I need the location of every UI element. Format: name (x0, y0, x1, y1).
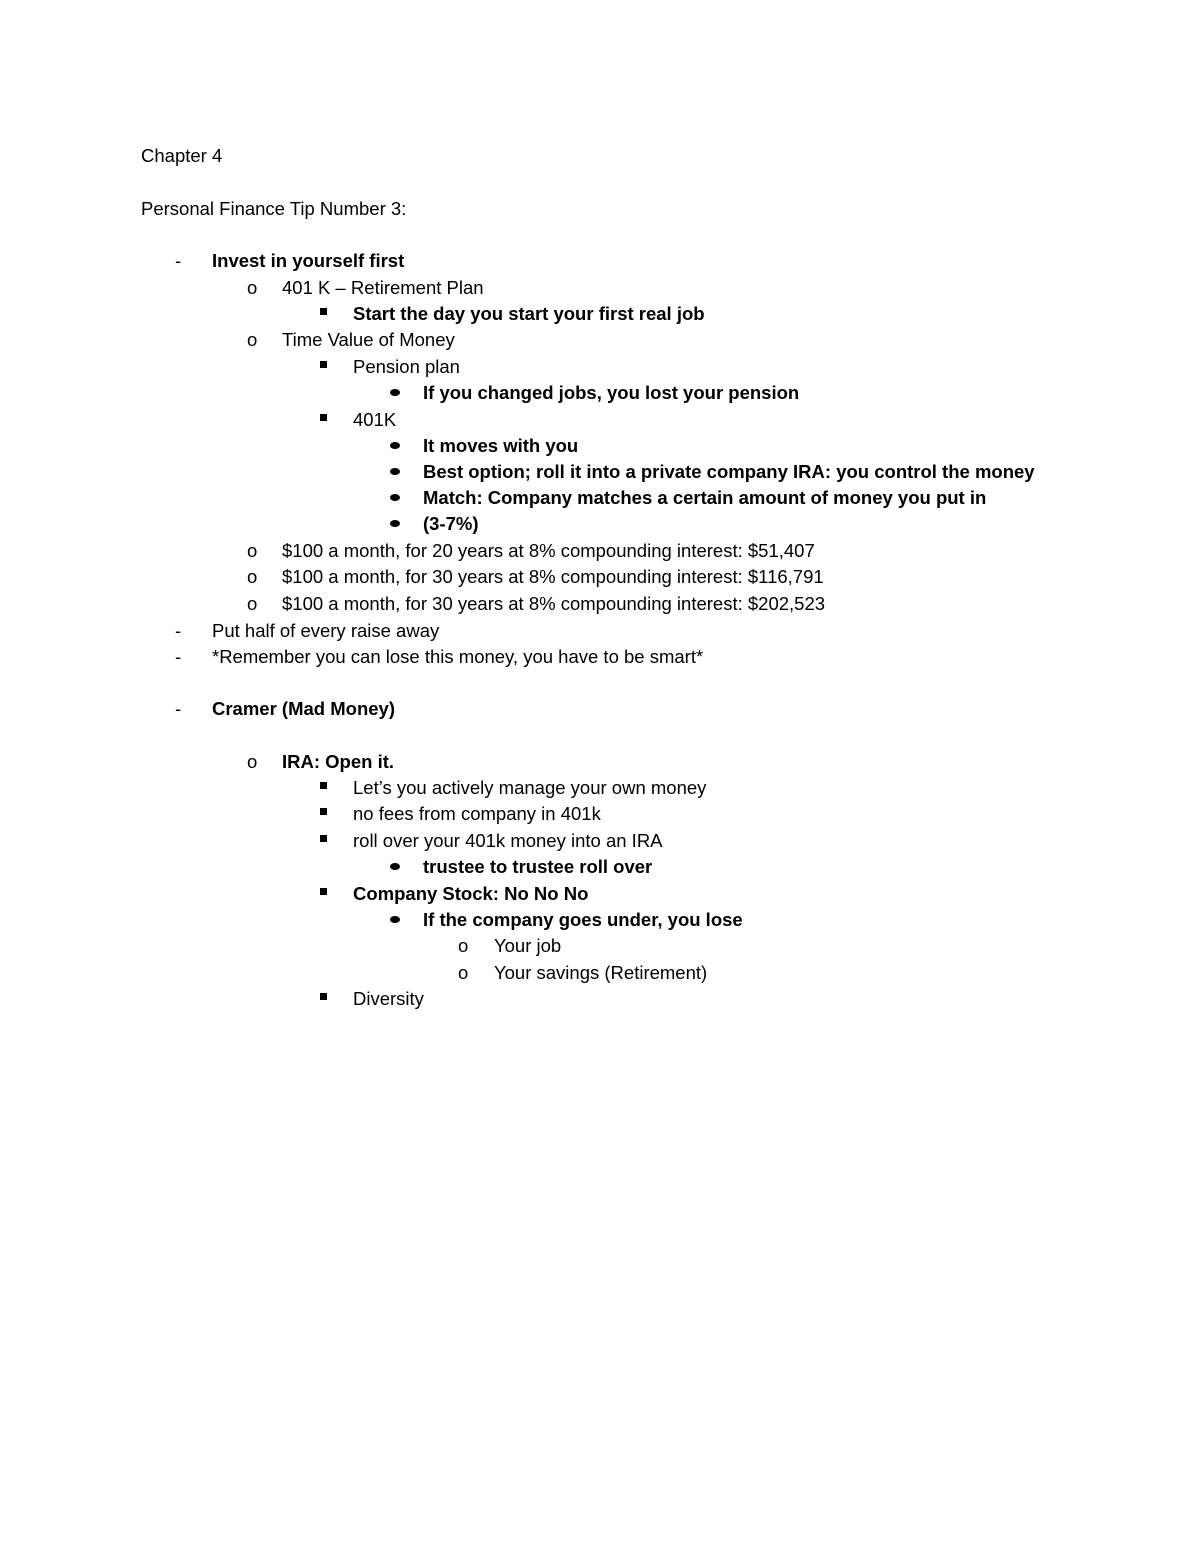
square-bullet (320, 888, 327, 895)
square-bullet (320, 808, 327, 815)
list-item: roll over your 401k money into an IRA (353, 830, 663, 851)
dash-bullet: - (175, 250, 182, 271)
list-item: 401K (353, 409, 397, 430)
square-bullet (320, 835, 327, 842)
list-item: Match: Company matches a certain amount of money you put in (423, 487, 987, 508)
square-bullet (320, 414, 327, 421)
list-item: Best option; roll it into a private company IRA: you control the money (423, 461, 1035, 482)
circle-bullet: o (247, 593, 258, 614)
dash-bullet: - (175, 698, 182, 719)
list-item: If you changed jobs, you lost your pension (423, 382, 800, 403)
list-item: no fees from company in 401k (353, 803, 601, 824)
circle-bullet: o (458, 935, 469, 956)
list-item: Diversity (353, 988, 424, 1009)
circle-bullet: o (458, 962, 469, 983)
tip-heading: Personal Finance Tip Number 3: (141, 198, 407, 219)
list-item: It moves with you (423, 435, 579, 456)
round-bullet (390, 468, 400, 475)
square-bullet (320, 361, 327, 368)
dash-bullet: - (175, 646, 182, 667)
list-item: Pension plan (353, 356, 460, 377)
list-item: Cramer (Mad Money) (212, 698, 395, 719)
list-item: $100 a month, for 30 years at 8% compounding interest: $202,523 (282, 593, 826, 614)
list-item: trustee to trustee roll over (423, 856, 653, 877)
chapter-heading: Chapter 4 (141, 145, 223, 166)
square-bullet (320, 308, 327, 315)
list-item: Invest in yourself first (212, 250, 405, 271)
list-item: Time Value of Money (282, 329, 455, 350)
square-bullet (320, 993, 327, 1000)
circle-bullet: o (247, 751, 258, 772)
list-item: Put half of every raise away (212, 620, 440, 641)
list-item: Let’s you actively manage your own money (353, 777, 707, 798)
round-bullet (390, 389, 400, 396)
round-bullet (390, 494, 400, 501)
list-item: Your job (494, 935, 562, 956)
circle-bullet: o (247, 566, 258, 587)
list-item: $100 a month, for 20 years at 8% compounding interest: $51,407 (282, 540, 815, 561)
round-bullet (390, 520, 400, 527)
list-item: If the company goes under, you lose (423, 909, 743, 930)
round-bullet (390, 863, 400, 870)
dash-bullet: - (175, 620, 182, 641)
list-item: *Remember you can lose this money, you have to be smart* (212, 646, 704, 667)
list-item: Your savings (Retirement) (494, 962, 708, 983)
circle-bullet: o (247, 540, 258, 561)
list-item: $100 a month, for 30 years at 8% compounding interest: $116,791 (282, 566, 824, 587)
list-item: (3-7%) (423, 513, 479, 534)
circle-bullet: o (247, 277, 258, 298)
round-bullet (390, 442, 400, 449)
list-item: Start the day you start your first real job (353, 303, 705, 324)
list-item: 401 K – Retirement Plan (282, 277, 484, 298)
circle-bullet: o (247, 329, 258, 350)
square-bullet (320, 782, 327, 789)
round-bullet (390, 916, 400, 923)
list-item: IRA: Open it. (282, 751, 395, 772)
list-item: Company Stock: No No No (353, 883, 589, 904)
